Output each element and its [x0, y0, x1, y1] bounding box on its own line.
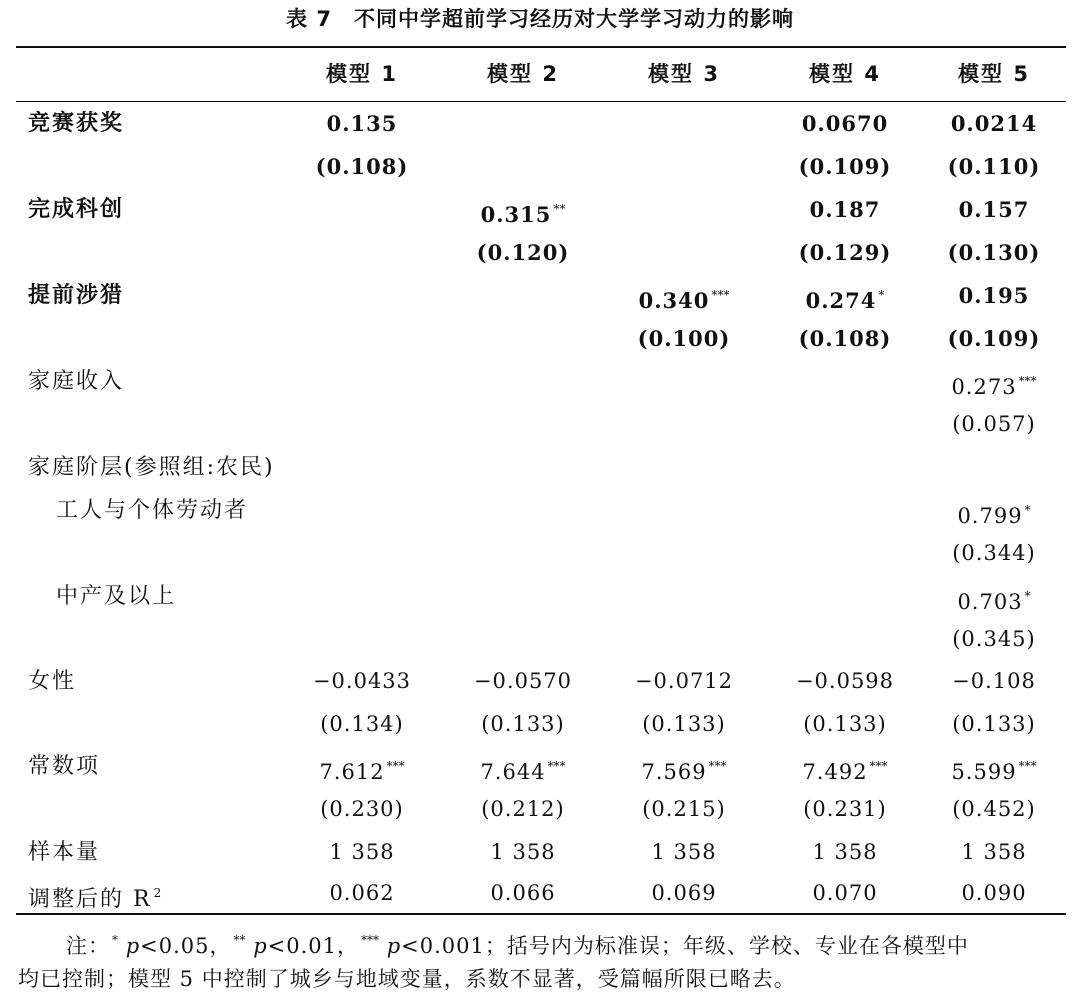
sig-mark: *** — [708, 759, 727, 773]
value-cell: 1 358 — [329, 840, 395, 864]
value-cell: 1 358 — [651, 840, 717, 864]
header-model-5: 模型 5 — [958, 62, 1030, 86]
sig-mark: * — [1024, 503, 1031, 517]
superscript: 2 — [153, 886, 162, 900]
row-label: 家庭阶层(参照组:农民) — [28, 455, 275, 480]
coef-cell: 7.492 *** — [802, 759, 888, 784]
header-model-2: 模型 2 — [487, 62, 559, 86]
table-row-se — [0, 145, 1080, 188]
table-row-se — [0, 403, 1080, 446]
se-cell: (0.452) — [952, 797, 1036, 821]
table-title: 不同中学超前学习经历对大学学习动力的影响 — [353, 7, 794, 31]
table-caption — [0, 4, 1080, 34]
coef-cell: 0.135 — [326, 111, 398, 136]
table-row — [0, 872, 1080, 915]
table-row-se — [0, 788, 1080, 831]
coef-cell: −0.0598 — [795, 669, 895, 693]
row-label: 完成科创 — [28, 197, 125, 222]
se-cell: (0.109) — [798, 154, 892, 179]
sig-mark: *** — [1018, 759, 1037, 773]
se-cell: (0.134) — [320, 712, 404, 736]
table-row — [0, 489, 1080, 532]
se-cell: (0.133) — [481, 712, 565, 736]
se-cell: (0.344) — [952, 541, 1036, 565]
table-row — [0, 831, 1080, 874]
row-label: 调整后的 R $^2$ — [28, 886, 162, 912]
table-row — [0, 446, 1080, 489]
coef-cell: 7.569 *** — [641, 759, 727, 784]
coef-cell: 0.0214 — [950, 111, 1038, 136]
se-cell: (0.109) — [947, 326, 1041, 351]
se-cell: (0.212) — [481, 797, 565, 821]
value-cell: 0.069 — [651, 881, 717, 905]
se-cell: (0.130) — [947, 240, 1041, 265]
coef-cell: −0.108 — [952, 669, 1036, 693]
row-label: 提前涉猎 — [28, 283, 125, 308]
header-model-3: 模型 3 — [648, 62, 720, 86]
se-cell: (0.231) — [803, 797, 887, 821]
coef-cell: 5.599 *** — [951, 759, 1037, 784]
value-cell: 1 358 — [490, 840, 556, 864]
sig-mark: * — [878, 288, 885, 302]
row-label: 中产及以上 — [56, 584, 177, 609]
coef-cell: −0.0712 — [634, 669, 734, 693]
sig-mark: * — [1024, 589, 1031, 603]
coef-cell: 0.0670 — [801, 111, 889, 136]
sig-mark: *** — [386, 759, 405, 773]
row-label: 常数项 — [28, 754, 101, 779]
table-row-se — [0, 532, 1080, 575]
coef-cell: 0.187 — [809, 197, 881, 222]
value-cell: 1 358 — [812, 840, 878, 864]
coef-cell: −0.0570 — [473, 669, 573, 693]
table-row-se — [0, 618, 1080, 661]
se-cell: (0.230) — [320, 797, 404, 821]
se-cell: (0.215) — [642, 797, 726, 821]
sig-mark: *** — [1018, 374, 1037, 388]
se-cell: (0.120) — [476, 240, 570, 265]
se-cell: (0.110) — [947, 154, 1041, 179]
table-row — [0, 660, 1080, 703]
table-number: 表 7 — [286, 7, 332, 31]
coef-cell: 0.799 * — [957, 503, 1031, 528]
coef-cell: 0.340 *** — [638, 288, 730, 313]
coef-cell: 0.703 * — [957, 589, 1031, 614]
table-row-se — [0, 703, 1080, 746]
se-cell: (0.057) — [952, 412, 1036, 436]
table-row-se — [0, 317, 1080, 360]
table-row — [0, 745, 1080, 788]
table-note — [18, 924, 1068, 996]
se-cell: (0.133) — [642, 712, 726, 736]
coef-cell: 7.612 *** — [319, 759, 405, 784]
se-cell: (0.108) — [315, 154, 409, 179]
coef-cell: 0.315 ** — [480, 202, 566, 227]
table-row — [0, 102, 1080, 145]
coef-cell: 0.195 — [958, 283, 1030, 308]
sig-mark: *** — [869, 759, 888, 773]
se-cell: (0.108) — [798, 326, 892, 351]
value-cell: 0.062 — [329, 881, 395, 905]
value-cell: 1 358 — [961, 840, 1027, 864]
sig-mark: ** — [553, 202, 566, 216]
se-cell: (0.345) — [952, 627, 1036, 651]
coef-cell: −0.0433 — [312, 669, 412, 693]
se-cell: (0.133) — [803, 712, 887, 736]
value-cell: 0.070 — [812, 881, 878, 905]
se-cell: (0.100) — [637, 326, 731, 351]
value-cell: 0.090 — [961, 881, 1027, 905]
bottom-rule — [16, 913, 1066, 915]
coef-cell: 7.644 *** — [480, 759, 566, 784]
se-cell: (0.129) — [798, 240, 892, 265]
se-cell: (0.133) — [952, 712, 1036, 736]
table-row — [0, 188, 1080, 231]
value-cell: 0.066 — [490, 881, 556, 905]
table-row — [0, 274, 1080, 317]
header-model-4: 模型 4 — [809, 62, 881, 86]
coef-cell: 0.273 *** — [951, 374, 1037, 399]
table-row-se — [0, 231, 1080, 274]
top-rule — [16, 46, 1066, 48]
row-label: 样本量 — [28, 840, 101, 865]
row-label: 竞赛获奖 — [28, 111, 125, 136]
table-row — [0, 360, 1080, 403]
row-label: 家庭收入 — [28, 369, 125, 394]
note-line-2: 均已控制；模型 5 中控制了城乡与地域变量，系数不显著，受篇幅所限已略去。 — [18, 967, 796, 991]
table-row — [0, 575, 1080, 618]
sig-mark: *** — [711, 288, 730, 302]
note-line-1: 注： * p<0.05， ** p<0.01， *** p<0.001；括号内为标准误；年级、学校、专业在各模型中 — [66, 933, 969, 958]
coef-cell: 0.157 — [958, 197, 1030, 222]
row-label: 女性 — [28, 669, 77, 694]
row-label: 工人与个体劳动者 — [56, 498, 249, 523]
header-model-1: 模型 1 — [326, 62, 398, 86]
coef-cell: 0.274 * — [805, 288, 885, 313]
sig-mark: *** — [547, 759, 566, 773]
